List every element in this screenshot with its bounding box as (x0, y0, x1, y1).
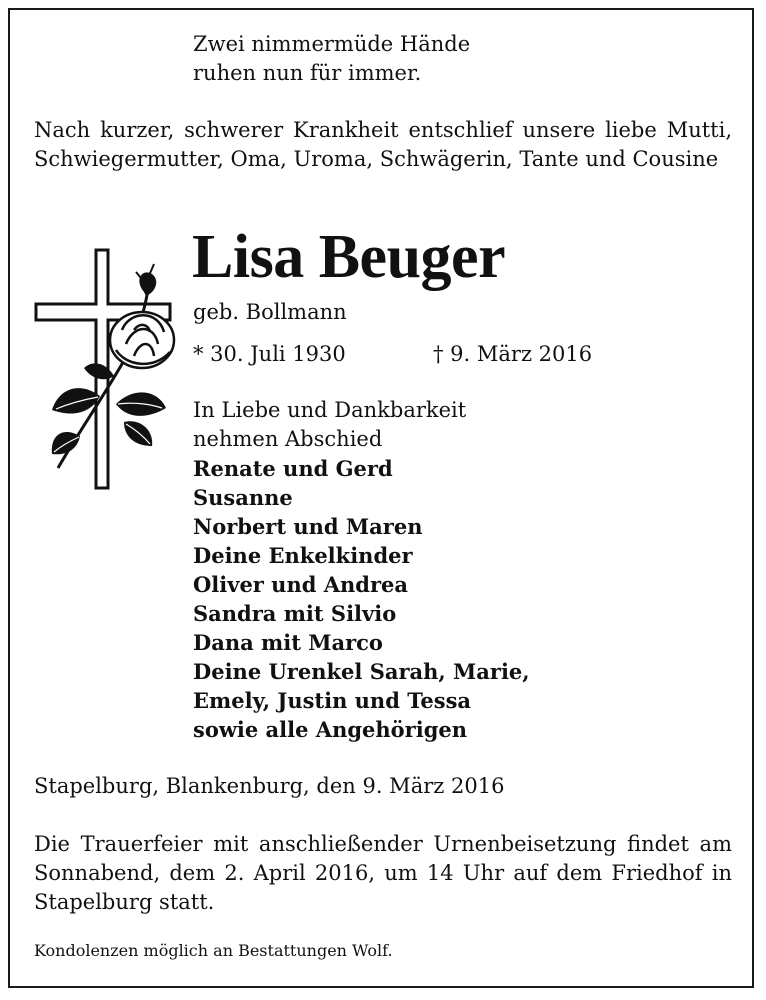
mourner-line: Sandra mit Silvio (193, 601, 397, 626)
condolence-note: Kondolenzen möglich an Bestattungen Wolf. (34, 941, 393, 960)
mourner-line: Renate und Gerd (193, 456, 393, 481)
mourner-line: Dana mit Marco (193, 630, 383, 655)
farewell-line: In Liebe und Dankbarkeit (193, 398, 467, 422)
mourner-line: sowie alle Angehörigen (193, 717, 468, 742)
mourner-line: Deine Urenkel Sarah, Marie, (193, 659, 530, 684)
born-name: geb. Bollmann (193, 300, 347, 324)
mourner-line: Deine Enkelkinder (193, 543, 413, 568)
mourner-line: Norbert und Maren (193, 514, 423, 539)
farewell-line: nehmen Abschied (193, 427, 383, 451)
cross-with-rose-icon (30, 240, 180, 500)
intro-text: Nach kurzer, schwerer Krankheit entschlief unsere liebe Mutti, Schwiegermutter, Oma, Uroma, Schwägerin, Tante und Cousine (34, 118, 732, 171)
mourner-line: Emely, Justin und Tessa (193, 688, 472, 713)
farewell-text (193, 396, 466, 454)
mourner-line: Susanne (193, 485, 293, 510)
birth-date: * 30. Juli 1930 (193, 342, 346, 366)
deceased-name: Lisa Beuger (192, 223, 506, 291)
motto-line: Zwei nimmermüde Hände (193, 32, 471, 56)
mourners-list (193, 454, 530, 744)
motto-line: ruhen nun für immer. (193, 61, 422, 85)
motto (193, 30, 470, 88)
death-date: † 9. März 2016 (433, 342, 593, 366)
mourner-line: Oliver und Andrea (193, 572, 408, 597)
funeral-service-text: Die Trauerfeier mit anschließender Urnenbeisetzung findet am Sonnabend, dem 2. April 2016, um 14 Uhr auf dem Friedhof in Stapelburg statt. (34, 832, 732, 914)
place-date: Stapelburg, Blankenburg, den 9. März 2016 (34, 774, 505, 798)
